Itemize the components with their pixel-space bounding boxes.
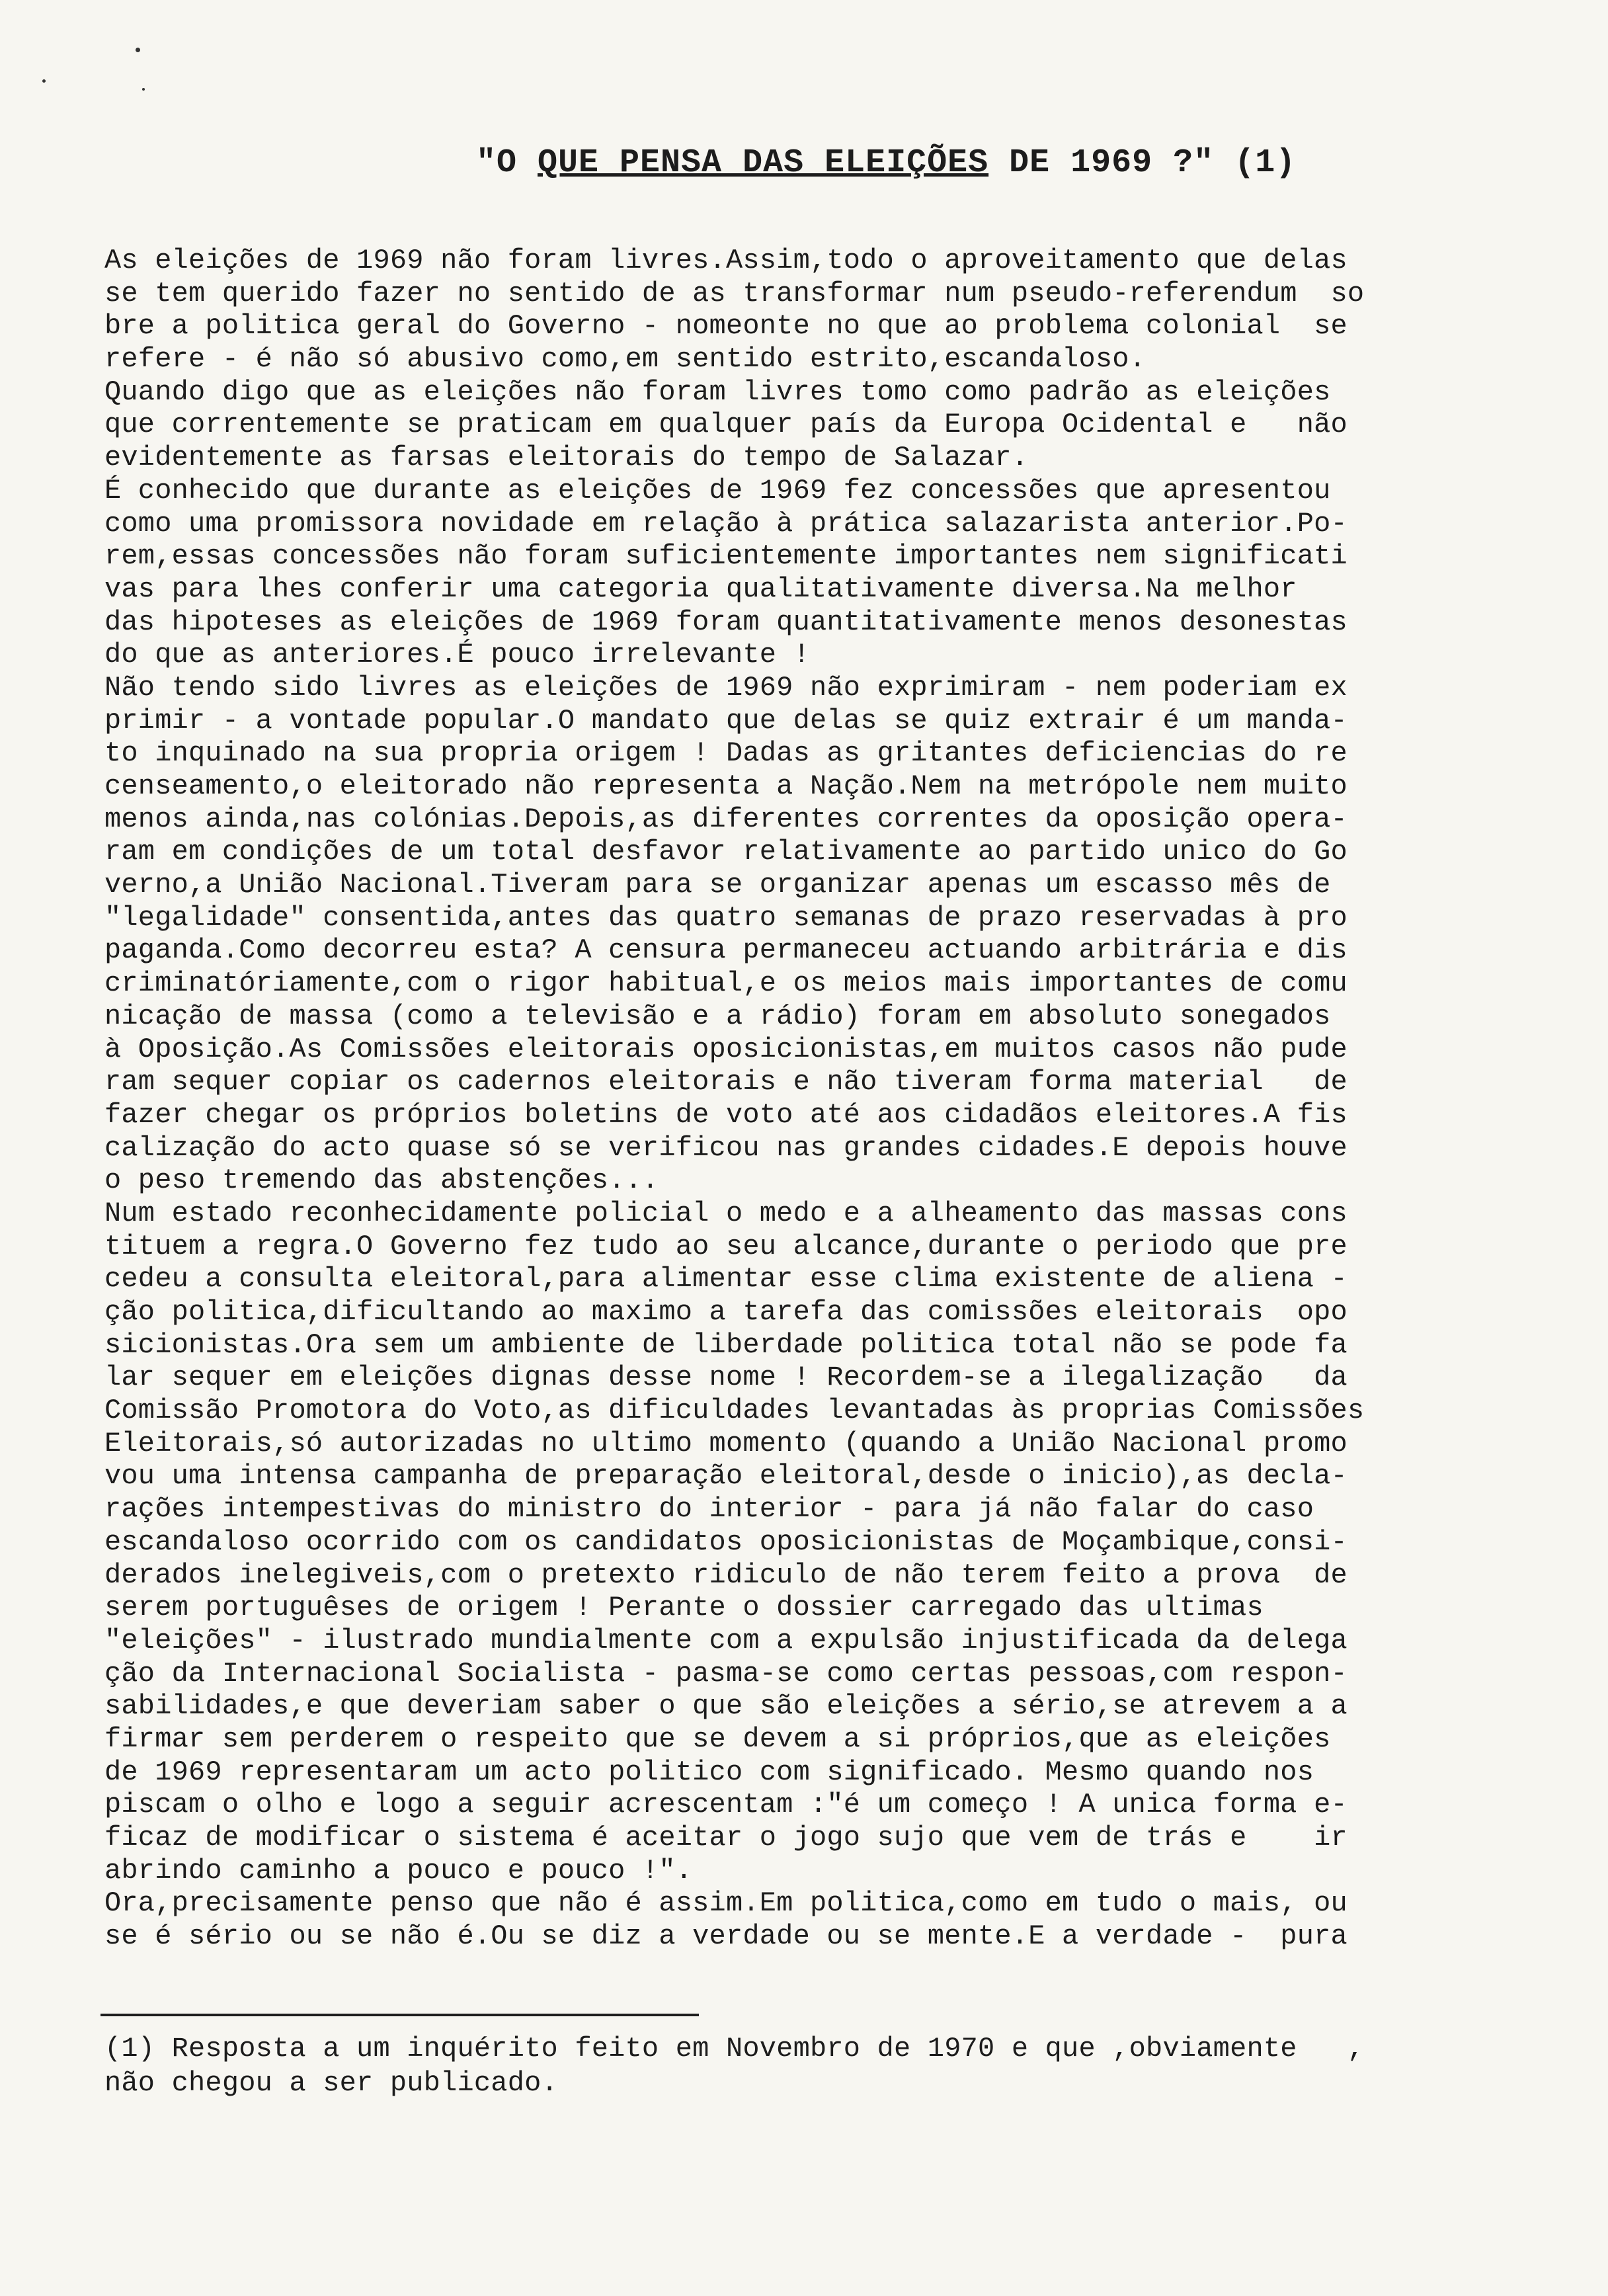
- text-line: de 1969 representaram um acto politico com significado. Mesmo quando nos: [104, 1756, 1314, 1788]
- footnote: [104, 2031, 1427, 2100]
- ink-speck: [136, 48, 140, 52]
- text-line: vou uma intensa campanha de preparação eleitoral,desde o inicio),as decla-: [104, 1460, 1347, 1493]
- text-line: to inquinado na sua propria origem ! Dadas as gritantes deficiencias do re: [104, 737, 1347, 770]
- text-line: "legalidade" consentida,antes das quatro semanas de prazo reservadas à pro: [104, 901, 1347, 934]
- ink-speck: [42, 79, 46, 83]
- text-line: As eleições de 1969 não foram livres.Assim,todo o aproveitamento que delas: [104, 245, 1347, 276]
- text-line: evidentemente as farsas eleitorais do tempo de Salazar.: [104, 442, 1029, 474]
- footnote-rule: [100, 2014, 699, 2016]
- footnote-line: (1) Resposta a um inquérito feito em Novembro de 1970 e que ,obviamente ,: [104, 2033, 1365, 2065]
- text-line: ção da Internacional Socialista - pasma-se como certas pessoas,com respon-: [104, 1657, 1347, 1690]
- text-line: "eleições" - ilustrado mundialmente com a expulsão injustificada da delega: [104, 1624, 1347, 1657]
- text-line: derados inelegiveis,com o pretexto ridiculo de não terem feito a prova de: [104, 1559, 1347, 1591]
- text-line: menos ainda,nas colónias.Depois,as diferentes correntes da oposição opera-: [104, 803, 1347, 835]
- text-line: vas para lhes conferir uma categoria qualitativamente diversa.Na melhor: [104, 573, 1297, 605]
- text-line: que correntemente se praticam em qualquer país da Europa Ocidental e não: [104, 409, 1347, 441]
- text-line: bre a politica geral do Governo - nomeonte no que ao problema colonial se: [104, 310, 1347, 343]
- text-line: piscam o olho e logo a seguir acrescentam :"é um começo ! A unica forma e-: [104, 1789, 1347, 1821]
- text-line: paganda.Como decorreu esta? A censura permaneceu actuando arbitrária e dis: [104, 934, 1347, 967]
- text-line: primir - a vontade popular.O mandato que delas se quiz extrair é um manda-: [104, 704, 1347, 737]
- text-line: o peso tremendo das abstenções...: [104, 1165, 659, 1197]
- text-line: tituem a regra.O Governo fez tudo ao seu alcance,durante o periodo que pre: [104, 1230, 1347, 1262]
- text-line: ficaz de modificar o sistema é aceitar o jogo sujo que vem de trás e ir: [104, 1822, 1347, 1854]
- text-line: Não tendo sido livres as eleições de 1969 não exprimiram - nem poderiam ex: [104, 671, 1347, 704]
- text-line: à Oposição.As Comissões eleitorais oposicionistas,em muitos casos não pude: [104, 1033, 1347, 1065]
- text-line: ção politica,dificultando ao maximo a tarefa das comissões eleitorais opo: [104, 1296, 1347, 1328]
- title-prefix: "O: [476, 144, 538, 182]
- footnote-line: não chegou a ser publicado.: [104, 2067, 558, 2099]
- text-line: Ora,precisamente penso que não é assim.Em politica,como em tudo o mais, ou: [104, 1887, 1347, 1920]
- text-line: Comissão Promotora do Voto,as dificuldades levantadas às proprias Comissões: [104, 1395, 1365, 1427]
- text-line: sabilidades,e que deveriam saber o que são eleições a sério,se atrevem a a: [104, 1690, 1347, 1723]
- text-line: censeamento,o eleitorado não representa a Nação.Nem na metrópole nem muito: [104, 770, 1347, 802]
- text-line: fazer chegar os próprios boletins de voto até aos cidadãos eleitores.A fis: [104, 1098, 1347, 1131]
- text-line: se é sério ou se não é.Ou se diz a verdade ou se mente.E a verdade - pura: [104, 1920, 1347, 1953]
- title-suffix: DE 1969 ?" (1): [988, 144, 1297, 182]
- text-line: cedeu a consulta eleitoral,para alimentar esse clima existente de aliena -: [104, 1263, 1347, 1295]
- text-line: ram em condições de um total desfavor relativamente ao partido unico do Go: [104, 836, 1347, 868]
- text-line: criminatóriamente,com o rigor habitual,e os meios mais importantes de comu: [104, 967, 1347, 1000]
- text-line: rações intempestivas do ministro do interior - para já não falar do caso: [104, 1493, 1314, 1526]
- text-line: Num estado reconhecidamente policial o medo e a alheamento das massas cons: [104, 1197, 1347, 1229]
- text-line: ram sequer copiar os cadernos eleitorais e não tiveram forma material de: [104, 1066, 1347, 1098]
- title-underlined: QUE PENSA DAS ELEIÇÕES: [538, 144, 989, 182]
- text-line: como uma promissora novidade em relação à prática salazarista anterior.Po-: [104, 507, 1347, 540]
- text-line: escandaloso ocorrido com os candidatos oposicionistas de Moçambique,consi-: [104, 1526, 1347, 1558]
- text-line: abrindo caminho a pouco e pouco !".: [104, 1854, 693, 1887]
- text-line: calização do acto quase só se verificou nas grandes cidades.E depois houve: [104, 1131, 1347, 1164]
- text-line: nicação de massa (como a televisão e a rádio) foram em absoluto sonegados: [104, 1000, 1331, 1032]
- body-text: [104, 245, 1427, 1953]
- text-line: das hipoteses as eleições de 1969 foram quantitativamente menos desonestas: [104, 606, 1347, 638]
- document-title: [476, 144, 1297, 182]
- text-line: do que as anteriores.É pouco irrelevante !: [104, 639, 810, 671]
- text-line: firmar sem perderem o respeito que se devem a si próprios,que as eleições: [104, 1723, 1331, 1755]
- text-line: se tem querido fazer no sentido de as transformar num pseudo-referendum so: [104, 277, 1365, 309]
- text-line: rem,essas concessões não foram suficientemente importantes nem significati: [104, 540, 1347, 573]
- text-line: Quando digo que as eleições não foram livres tomo como padrão as eleições: [104, 376, 1331, 408]
- ink-speck: [142, 88, 145, 91]
- text-line: verno,a União Nacional.Tiveram para se organizar apenas um escasso mês de: [104, 869, 1331, 901]
- text-line: É conhecido que durante as eleições de 1969 fez concessões que apresentou: [104, 474, 1331, 507]
- text-line: Eleitorais,só autorizadas no ultimo momento (quando a União Nacional promo: [104, 1427, 1347, 1459]
- text-line: lar sequer em eleições dignas desse nome ! Recordem-se a ilegalização da: [104, 1362, 1347, 1394]
- text-line: sicionistas.Ora sem um ambiente de liberdade politica total não se pode fa: [104, 1329, 1347, 1361]
- text-line: refere - é não só abusivo como,em sentido estrito,escandaloso.: [104, 343, 1146, 376]
- text-line: serem portuguêses de origem ! Perante o dossier carregado das ultimas: [104, 1592, 1264, 1624]
